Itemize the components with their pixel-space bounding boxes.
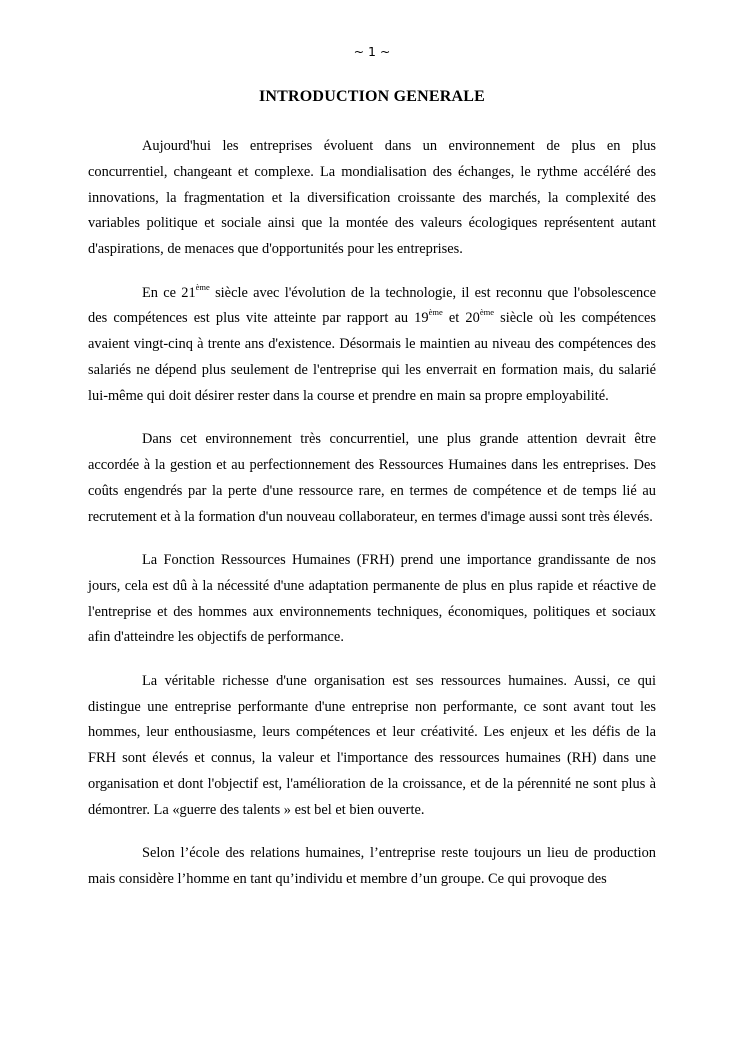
paragraph-5: La véritable richesse d'une organisation est ses ressources humaines. Aussi, ce qui distingue une entreprise performante d'une entreprise non performante, ce sont avant tout les hommes, leur enthousiasme, leurs compétences et leur créativité. Les enjeux et les défis de la FRH sont élevés et connus, la valeur et l'importance des ressources humaines (RH) dans une organisation et dont l'objectif est, l'amélioration de la croissance, et de la pérennité ne sont plus à démontrer. La «guerre des talents » est bel et bien ouverte.: [88, 672, 656, 818]
page-title: INTRODUCTION GENERALE: [258, 88, 485, 105]
paragraph-2-part-2: siècle avec l'évolution de la technologie, il est reconnu que l'obsolescence des compétences est plus vite atteinte par rapport au 19: [88, 284, 656, 327]
paragraph-3: Dans cet environnement très concurrentiel, une plus grande attention devrait être accordée à la gestion et au perfectionnement des Ressources Humaines dans les entreprises. Des coûts engendrés par la perte d'une ressource rare, en termes de compétence et de temps lié au recrutement et à la formation d'un nouveau collaborateur, en termes d'image aussi sont très élevés.: [88, 431, 656, 525]
paragraph-6: Selon l’école des relations humaines, l’entreprise reste toujours un lieu de production mais considère l’homme en tant qu’individu et membre d’un groupe. Ce qui provoque des: [88, 845, 656, 887]
paragraph-4: La Fonction Ressources Humaines (FRH) prend une importance grandissante de nos jours, cela est dû à la nécessité d'une adaptation permanente de plus en plus rapide et réactive de l'entreprise et des hommes aux environnements techniques, économiques, politiques et sociaux afin d'atteindre les objectifs de performance.: [88, 551, 656, 646]
superscript-eme-19: ème: [428, 307, 443, 318]
superscript-eme-20: ème: [479, 307, 494, 318]
paragraph-2-part-4: siècle où les compétences avaient vingt-cinq à trente ans d'existence. Désormais le maintien au niveau des compétences des salariés ne dépend plus seulement de l'entreprise qui les enverrait en formation mais, du salarié lui-même qui doit désirer rester dans la course et prendre en main sa propre employabilité.: [88, 310, 656, 404]
body-text: [88, 134, 656, 910]
paragraph-1: Aujourd'hui les entreprises évoluent dans un environnement de plus en plus concurrentiel, changeant et complexe. La mondialisation des échanges, le rythme accéléré des innovations, la fragmentation et la diversification croissante des marchés, la complexité des variables politique et sociale ainsi que la montée des valeurs écologiques représentent autant d'aspirations, de menaces que d'opportunités pour les entreprises.: [88, 138, 656, 258]
paragraph-2-part-3: et 20: [442, 310, 480, 327]
superscript-eme-21: ème: [195, 281, 210, 292]
page-number: ~ 1 ~: [353, 44, 391, 59]
paragraph-2-part-1: En ce 21: [142, 284, 196, 301]
paragraph-2: [88, 281, 656, 410]
